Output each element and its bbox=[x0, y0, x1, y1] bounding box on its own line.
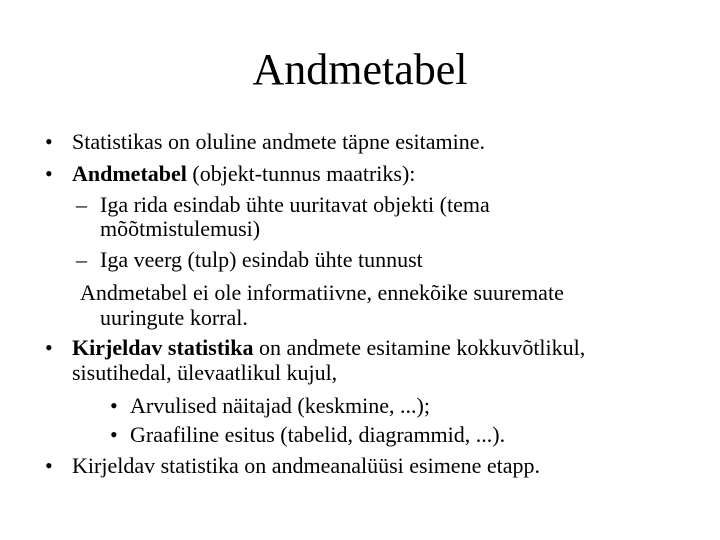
slide-title: Andmetabel bbox=[252, 45, 468, 94]
bullet-marker: • bbox=[110, 422, 118, 447]
bullet-text bbox=[72, 160, 415, 188]
bullet-marker: • bbox=[45, 129, 53, 154]
bullet-text: Kirjeldav statistika on andmeanalüüsi esimene etapp. bbox=[72, 453, 540, 478]
bullet-text: Statistikas on oluline andmete täpne esitamine. bbox=[72, 129, 486, 154]
bullet-marker: • bbox=[45, 161, 53, 186]
bullet-text bbox=[72, 334, 585, 362]
nested-bullet-text: Graafiline esitus (tabelid, diagrammid, ...). bbox=[130, 422, 506, 447]
nested-bullet-text: Arvulised näitajad (keskmine, ...); bbox=[130, 393, 430, 418]
dash-marker: – bbox=[76, 192, 87, 217]
bullet-text-cont: sisutihedal, ülevaatlikul kujul, bbox=[72, 360, 338, 385]
sub-bullet-text-cont: mõõtmistulemusi) bbox=[100, 216, 261, 241]
bullet-marker: • bbox=[110, 393, 118, 418]
bullet-marker: • bbox=[45, 453, 53, 478]
bullet-marker: • bbox=[45, 335, 53, 360]
bold-term: Kirjeldav statistika bbox=[72, 335, 254, 360]
bullet-text-rest: on andmete esitamine kokkuvõtlikul, bbox=[253, 335, 586, 360]
bullet-text-rest: (objekt-tunnus maatriks): bbox=[186, 161, 416, 186]
note-text: Andmetabel ei ole informatiivne, ennekõike suuremate bbox=[80, 280, 564, 305]
dash-marker: – bbox=[76, 247, 87, 272]
bold-term: Andmetabel bbox=[72, 161, 187, 186]
sub-bullet-text: Iga veerg (tulp) esindab ühte tunnust bbox=[100, 247, 423, 272]
sub-bullet-text: Iga rida esindab ühte uuritavat objekti (tema bbox=[100, 192, 490, 217]
note-text-cont: uuringute korral. bbox=[100, 305, 248, 330]
